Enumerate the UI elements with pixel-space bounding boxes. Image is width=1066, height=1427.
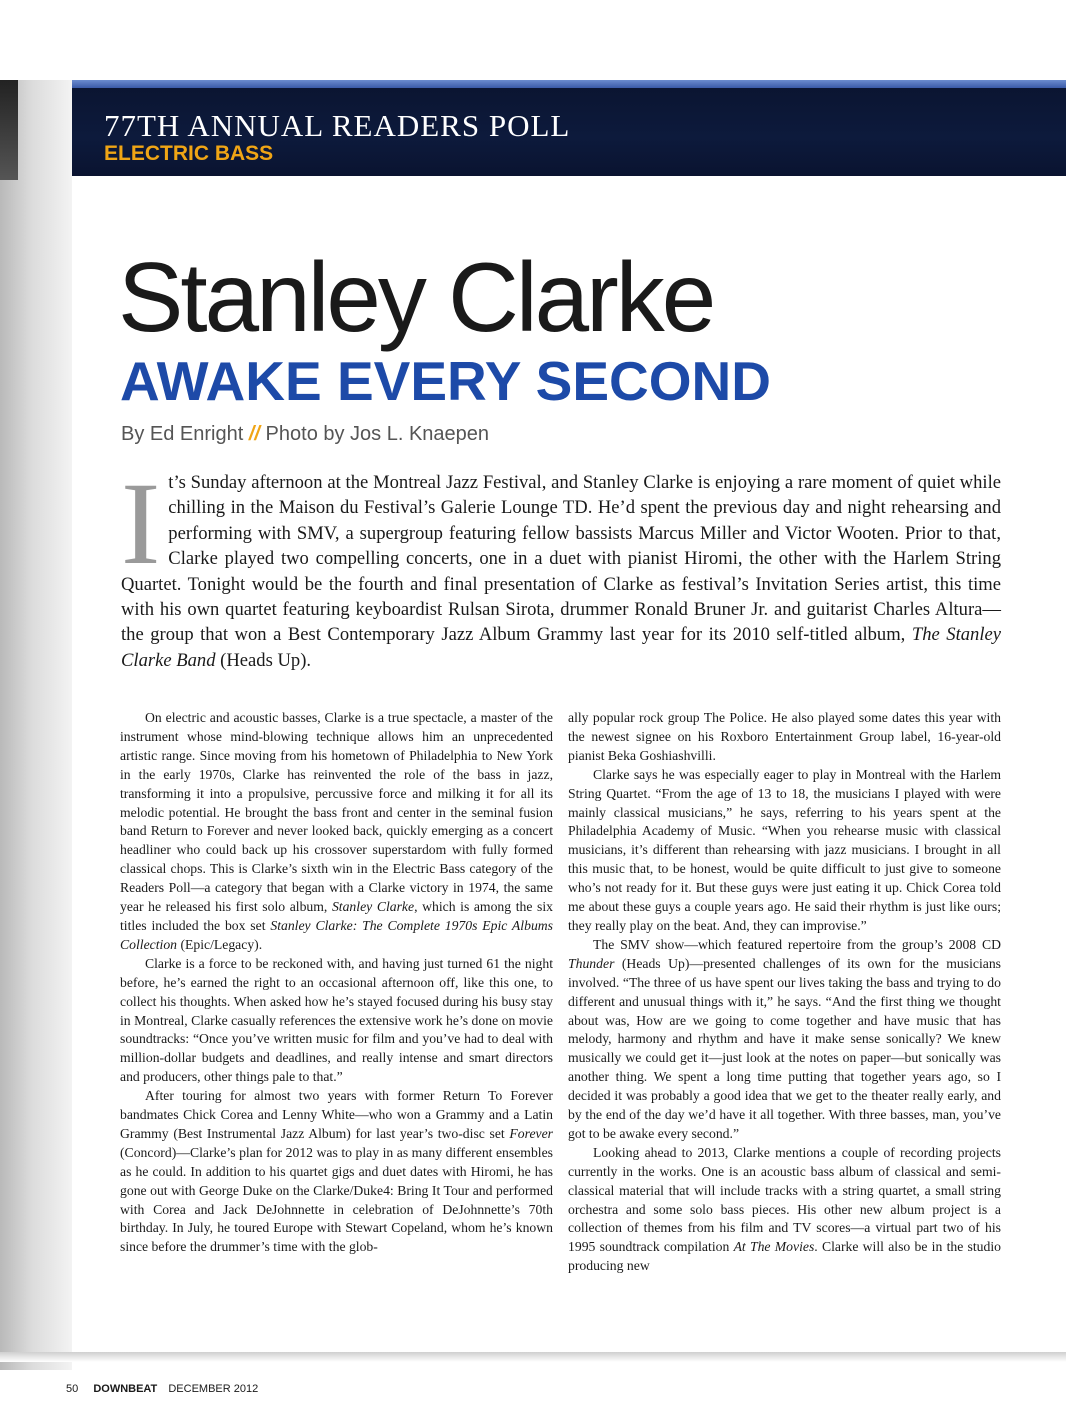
article-subhead: AWAKE EVERY SECOND: [120, 350, 771, 412]
text-run: (Heads Up)—presented challenges of its own for the musicians involved. “The three of us have spent our lives taking the bass and trying to do different and unusual things with it,” he says. “And the first thing we thought about was, How are we going to come together and have music that has melody, harmony and rhythm and have it make sense sonically? We knew musically we could get it—just look at the notes on paper—but sonically was another thing. We spent a long time putting that together years ago, so I decided it was probably a good idea that we get to the theater really early, and by the end of the day we’d have it all together. With three basses, man, you’ve got to be awake every second.”: [568, 955, 1001, 1141]
album-title: Forever: [509, 1125, 553, 1141]
album-title: At The Movies: [733, 1239, 815, 1255]
lead-album-title: The Stanley Clarke Band: [121, 624, 1001, 671]
banner-category: ELECTRIC BASS: [104, 142, 274, 165]
page-bottom-edge: [0, 1352, 1066, 1362]
byline: [121, 423, 489, 446]
banner-accent-stripe: [72, 80, 1066, 88]
drop-cap: I: [121, 458, 161, 589]
byline-photo-credit: Photo by Jos L. Knaepen: [265, 423, 490, 445]
lead-paragraph: [121, 458, 1001, 673]
body-paragraph-continued: ally popular rock group The Police. He also played some dates this year with the newest signee on his Roxboro Entertainment Group label, 16-year-old pianist Beka Goshiashvilli.: [568, 710, 1001, 763]
body-paragraph: [120, 1087, 553, 1257]
body-paragraph: Clarke says he was especially eager to play in Montreal with the Harlem String Quartet. “From the age of 13 to 18, the musicians I played with were mainly classical musicians,” he says, referring to his years spent at the Philadelphia Academy of Music. “When you rehearse music with classical musicians, it’s different than rehearsing with jazz musicians. I brought in all this music that, to be honest, would be quite difficult to just give to someone who’s not ready for it. But these guys were just eating it up. Chick Corea told me about these guys a couple years ago. He said their rhythm is just like ours; they really play on the beat. And, they can improvise.”: [568, 766, 1001, 933]
text-run: . Clarke will also be in the studio producing new: [568, 1239, 1001, 1274]
byline-separator: //: [248, 423, 260, 445]
page-footer: [66, 1383, 258, 1395]
body-paragraph: [568, 936, 1001, 1144]
body-paragraph: [568, 1144, 1001, 1276]
album-title: Stanley Clarke: [331, 899, 415, 915]
page-fold-shadow: [0, 80, 72, 1370]
magazine-name: DOWNBEAT: [93, 1383, 158, 1395]
lead-text-end: (Heads Up).: [215, 649, 312, 671]
text-run: On electric and acoustic basses, Clarke is a true spectacle, a master of the instrument whose mind-blowing technique allows him an unprecedented artistic range. Since moving from his hometown of Philadelphia to New York in the early 1970s, Clarke has reinvented the role of the bass in jazz, transforming it into a propulsive, percussive force and milking it for all its melodic potential. He brought the bass front and center in the seminal fusion band Return to Forever and never looked back, quickly emerging as a concert headliner who could back up his crossover superstardom with fully formed classical chops. This is Clarke’s sixth win in the Electric Bass category of the Readers Poll—a category that began with a Clarke victory in 1974, the same year he released his first solo album,: [120, 710, 553, 915]
body-paragraph: [120, 709, 553, 955]
album-title: Thunder: [568, 955, 615, 971]
body-column-left: [120, 709, 553, 1257]
article-headline: Stanley Clarke: [118, 242, 714, 352]
body-column-right: [568, 709, 1001, 1276]
text-run: After touring for almost two years with former Return To Forever bandmates Chick Corea and Lenny White—who won a Grammy and a Latin Grammy (Best Instrumental Jazz Album) for last year’s two-disc set: [120, 1088, 553, 1141]
page-fold-dark-edge: [0, 80, 18, 180]
text-run: (Epic/Legacy).: [177, 936, 263, 952]
text-run: , which is among the six titles included the box set: [120, 899, 553, 933]
text-run: The SMV show—which featured repertoire from the group’s 2008 CD: [593, 936, 1001, 952]
byline-author: By Ed Enright: [121, 423, 244, 445]
lead-text: t’s Sunday afternoon at the Montreal Jazz Festival, and Stanley Clarke is enjoying a rare moment of quiet while chilling in the Maison du Festival’s Galerie Lounge TD. He’d spent the previous day and night rehearsing and performing with SMV, a supergroup featuring fellow bassists Marcus Miller and Victor Wooten. Prior to that, Clarke played two compelling concerts, one in a duet with pianist Hiromi, the other with the Harlem String Quartet. Tonight would be the fourth and final presentation of Clarke as festival’s Invitation Series artist, this time with his own quartet featuring keyboardist Rulsan Sirota, drummer Ronald Bruner Jr. and guitarist Charles Altura—the group that won a Best Contemporary Jazz Album Grammy last year for its 2010 self-titled album,: [121, 472, 1001, 646]
banner-title: 77TH ANNUAL READERS POLL: [104, 108, 571, 143]
text-run: Looking ahead to 2013, Clarke mentions a couple of recording projects currently in the works. One is an acoustic bass album of classical and semi-classical material that will include tracks with a string quartet, a small string orchestra and some solo bass pieces. His other new album project is a collection of themes from his film and TV scores—a virtual part two of his 1995 soundtrack compilation: [568, 1144, 1001, 1255]
album-title: Stanley Clarke: The Complete 1970s Epic Albums Collection: [120, 917, 553, 952]
text-run: (Concord)—Clarke’s plan for 2012 was to play in as many different ensembles as he could. In addition to his quartet gigs and duet dates with Hiromi, he has gone out with George Duke on the Clarke/Duke4: Bring It Tour and performed with Corea and Jack DeJohnnette in celebration of DeJohnnette’s 70th birthday. In July, he toured Europe with Stewart Copeland, whom he’s known since before the drummer’s time with the glob-: [120, 1144, 553, 1255]
section-banner: [72, 80, 1066, 176]
body-paragraph: Clarke is a force to be reckoned with, and having just turned 61 the night before, he’s earned the right to an occasional afternoon off, like this one, to collect his thoughts. When asked how he’s stayed focused during his busy stay in Montreal, Clarke casually references the extensive work he’s done on movie soundtracks: “Once you’ve written music for film and you’ve had to deal with million-dollar budgets and deadlines, and really intense and smart directors and producers, other things pale to that.”: [120, 955, 553, 1085]
page-number: 50: [66, 1383, 79, 1395]
issue-date: DECEMBER 2012: [168, 1383, 259, 1395]
